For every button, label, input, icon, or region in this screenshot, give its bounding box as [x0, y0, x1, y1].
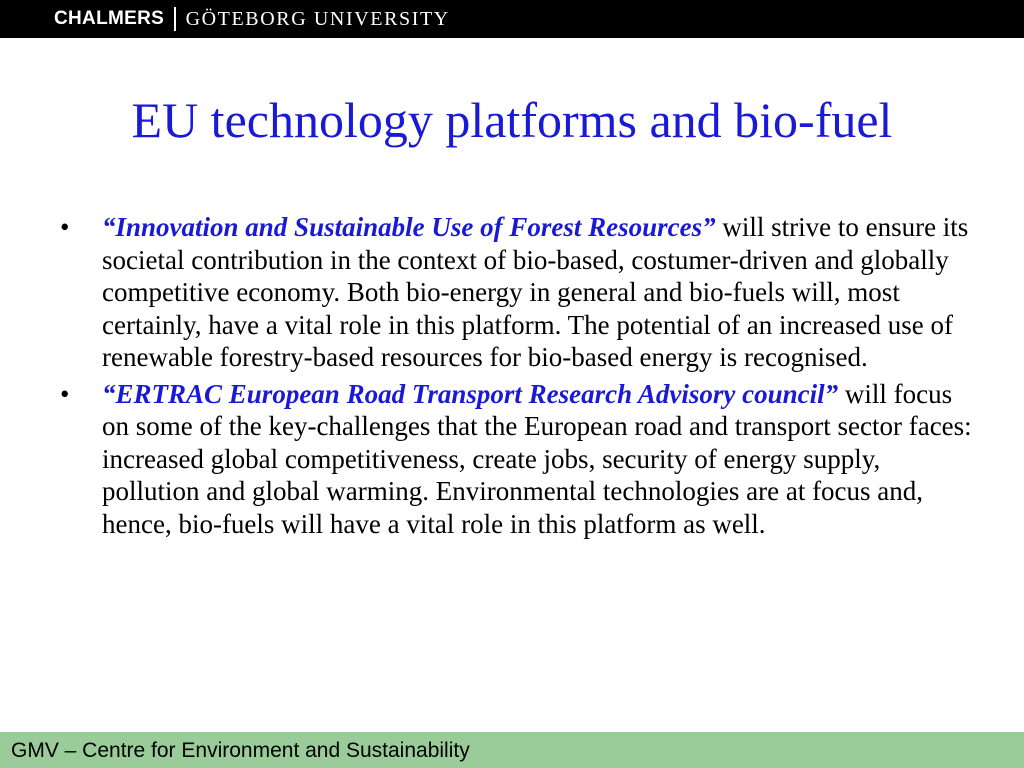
bullet-text: will strive to ensure its societal contribution in the context of bio-based, costumer-driven and globally competitive economy. Both bio-energy in general and bio-fuels will, most certainly, have a vital role in this platform. The potential of an increased use of renewable forestry-based resources for bio-based energy is recognised. — [102, 212, 969, 372]
bullet-emphasis: “Innovation and Sustainable Use of Forest Resources” — [102, 212, 716, 242]
bullet-icon: • — [60, 378, 70, 409]
bullet-item-ertrac — [60, 378, 980, 541]
logo-separator — [174, 7, 176, 31]
footer-bar — [0, 732, 1024, 768]
bullet-item-forest — [60, 211, 980, 374]
footer-text: GMV – Centre for Environment and Sustainability — [11, 739, 470, 762]
bullet-text: will focus on some of the key-challenges that the European road and transport sector faces: increased global competitiveness, create jobs, security of energy supply, pollution and global warming. Environmental technologies are at focus and, hence, bio-fuels will have a vital role in this platform as well. — [102, 378, 972, 539]
logo-goteborg-text: GÖTEBORG UNIVERSITY — [185, 7, 450, 30]
bullet-icon: • — [60, 212, 70, 242]
logo-chalmers-text: CHALMERS — [54, 8, 165, 29]
bullet-list — [60, 211, 980, 544]
header-bar — [0, 0, 1024, 38]
bullet-emphasis: “ERTRAC European Road Transport Research Advisory council” — [102, 378, 839, 409]
university-logo — [54, 6, 450, 32]
slide-title: EU technology platforms and bio-fuel — [131, 92, 893, 148]
